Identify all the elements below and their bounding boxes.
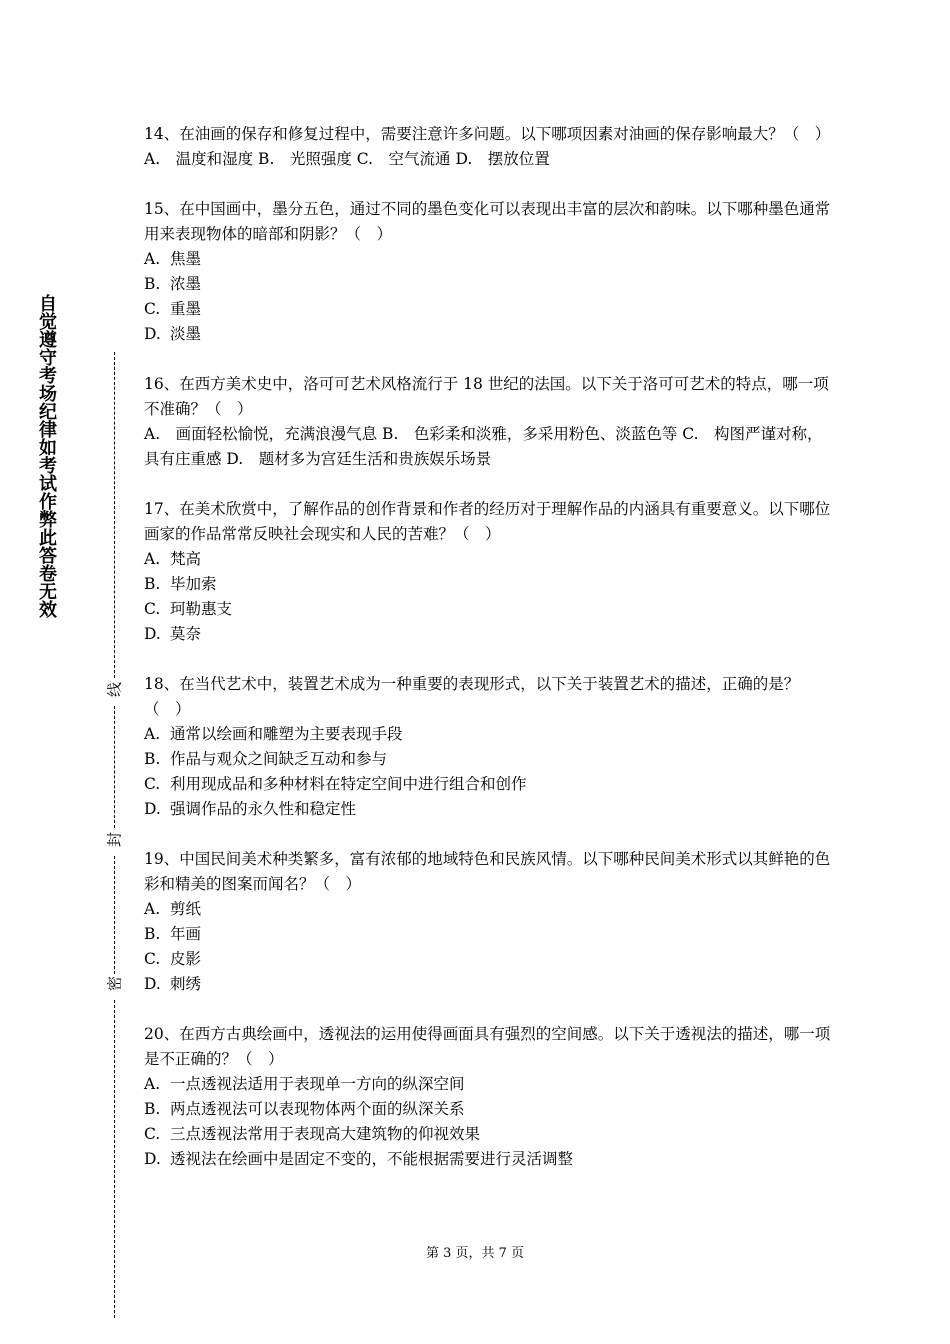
option-text: 焦墨 xyxy=(170,250,202,268)
option-d xyxy=(144,797,834,822)
option-letter: A. xyxy=(144,1075,161,1093)
option-c xyxy=(144,597,834,622)
option-letter: B. xyxy=(144,1100,161,1118)
question-options-inline: A. 温度和湿度 B. 光照强度 C. 空气流通 D. 摆放位置 xyxy=(144,150,550,168)
question-16 xyxy=(144,372,834,472)
option-text: 强调作品的永久性和稳定性 xyxy=(170,800,357,818)
option-b xyxy=(144,1097,834,1122)
page-number-footer: 第 3 页，共 7 页 xyxy=(425,1246,525,1261)
question-stem: 16、在西方美术史中，洛可可艺术风格流行于 18 世纪的法国。以下关于洛可可艺术的特点，哪一项不准确？（ ） xyxy=(144,375,829,418)
question-14 xyxy=(144,122,834,172)
question-stem: 20、在西方古典绘画中，透视法的运用使得画面具有强烈的空间感。以下关于透视法的描述，哪一项是不正确的？（ ） xyxy=(144,1025,831,1068)
option-letter: C. xyxy=(144,950,161,968)
option-letter: C. xyxy=(144,1125,161,1143)
option-letter: A. xyxy=(144,550,161,568)
option-c xyxy=(144,1122,834,1147)
option-c xyxy=(144,297,834,322)
option-letter: B. xyxy=(144,925,161,943)
option-text: 通常以绘画和雕塑为主要表现手段 xyxy=(170,725,403,743)
option-c xyxy=(144,947,834,972)
option-b xyxy=(144,922,834,947)
option-text: 浓墨 xyxy=(170,275,202,293)
option-letter: B. xyxy=(144,575,161,593)
option-text: 利用现成品和多种材料在特定空间中进行组合和创作 xyxy=(170,775,527,793)
option-d xyxy=(144,972,834,997)
option-text: 莫奈 xyxy=(170,625,202,643)
option-letter: C. xyxy=(144,775,161,793)
option-a xyxy=(144,1072,834,1097)
binding-dashed-line-top xyxy=(114,352,115,678)
option-text: 三点透视法常用于表现高大建筑物的仰视效果 xyxy=(170,1125,481,1143)
option-a xyxy=(144,547,834,572)
question-15 xyxy=(144,197,834,347)
question-options-inline: A. 画面轻松愉悦，充满浪漫气息 B. 色彩柔和淡雅，多采用粉色、淡蓝色等 C. 构图严谨对称，具有庄重感 D. 题材多为宫廷生活和贵族娱乐场景 xyxy=(144,425,823,468)
question-stem: 19、中国民间美术种类繁多，富有浓郁的地域特色和民族风情。以下哪种民间美术形式以其鲜艳的色彩和精美的图案而闻名？（ ） xyxy=(144,850,831,893)
option-d xyxy=(144,1147,834,1172)
option-letter: C. xyxy=(144,300,161,318)
question-19 xyxy=(144,847,834,997)
question-stem: 14、在油画的保存和修复过程中，需要注意许多问题。以下哪项因素对油画的保存影响最大？（ ） xyxy=(144,125,831,143)
option-text: 毕加索 xyxy=(170,575,217,593)
option-letter: D. xyxy=(144,800,161,818)
binding-dashed-line-lower xyxy=(114,856,115,974)
question-18 xyxy=(144,672,834,822)
option-letter: D. xyxy=(144,1150,161,1168)
option-a xyxy=(144,897,834,922)
option-letter: D. xyxy=(144,625,161,643)
option-letter: D. xyxy=(144,325,161,343)
option-b xyxy=(144,747,834,772)
option-b xyxy=(144,572,834,597)
binding-dashed-line-middle xyxy=(114,706,115,828)
question-stem: 18、在当代艺术中，装置艺术成为一种重要的表现形式，以下关于装置艺术的描述，正确的是？（ ） xyxy=(144,675,800,718)
option-text: 透视法在绘画中是固定不变的，不能根据需要进行灵活调整 xyxy=(170,1150,574,1168)
option-letter: A. xyxy=(144,900,161,918)
option-c xyxy=(144,772,834,797)
exam-discipline-notice: 自觉遵守考场纪律如考试作弊此答卷无效 xyxy=(36,294,57,618)
option-letter: D. xyxy=(144,975,161,993)
option-a xyxy=(144,722,834,747)
option-d xyxy=(144,322,834,347)
option-text: 两点透视法可以表现物体两个面的纵深关系 xyxy=(170,1100,465,1118)
option-text: 梵高 xyxy=(170,550,202,568)
option-letter: B. xyxy=(144,750,161,768)
option-d xyxy=(144,622,834,647)
option-a xyxy=(144,247,834,272)
option-letter: A. xyxy=(144,250,161,268)
option-text: 淡墨 xyxy=(170,325,202,343)
option-letter: B. xyxy=(144,275,161,293)
option-b xyxy=(144,272,834,297)
binding-label-xian: 线 xyxy=(105,682,124,698)
question-17 xyxy=(144,497,834,647)
option-letter: C. xyxy=(144,600,161,618)
option-text: 刺绣 xyxy=(170,975,202,993)
option-text: 年画 xyxy=(170,925,202,943)
option-text: 重墨 xyxy=(170,300,202,318)
option-text: 皮影 xyxy=(170,950,202,968)
option-text: 珂勒惠支 xyxy=(170,600,233,618)
option-text: 一点透视法适用于表现单一方向的纵深空间 xyxy=(170,1075,465,1093)
option-letter: A. xyxy=(144,725,161,743)
binding-label-mi: 密 xyxy=(105,976,124,992)
question-20 xyxy=(144,1022,834,1172)
option-text: 剪纸 xyxy=(170,900,202,918)
binding-label-feng: 封 xyxy=(105,832,124,848)
question-stem: 15、在中国画中，墨分五色，通过不同的墨色变化可以表现出丰富的层次和韵味。以下哪种墨色通常用来表现物体的暗部和阴影？（ ） xyxy=(144,200,831,243)
question-list xyxy=(144,122,834,1197)
option-text: 作品与观众之间缺乏互动和参与 xyxy=(170,750,388,768)
question-stem: 17、在美术欣赏中，了解作品的创作背景和作者的经历对于理解作品的内涵具有重要意义。以下哪位画家的作品常常反映社会现实和人民的苦难？（ ） xyxy=(144,500,831,543)
binding-dashed-line-bottom xyxy=(114,1000,115,1318)
